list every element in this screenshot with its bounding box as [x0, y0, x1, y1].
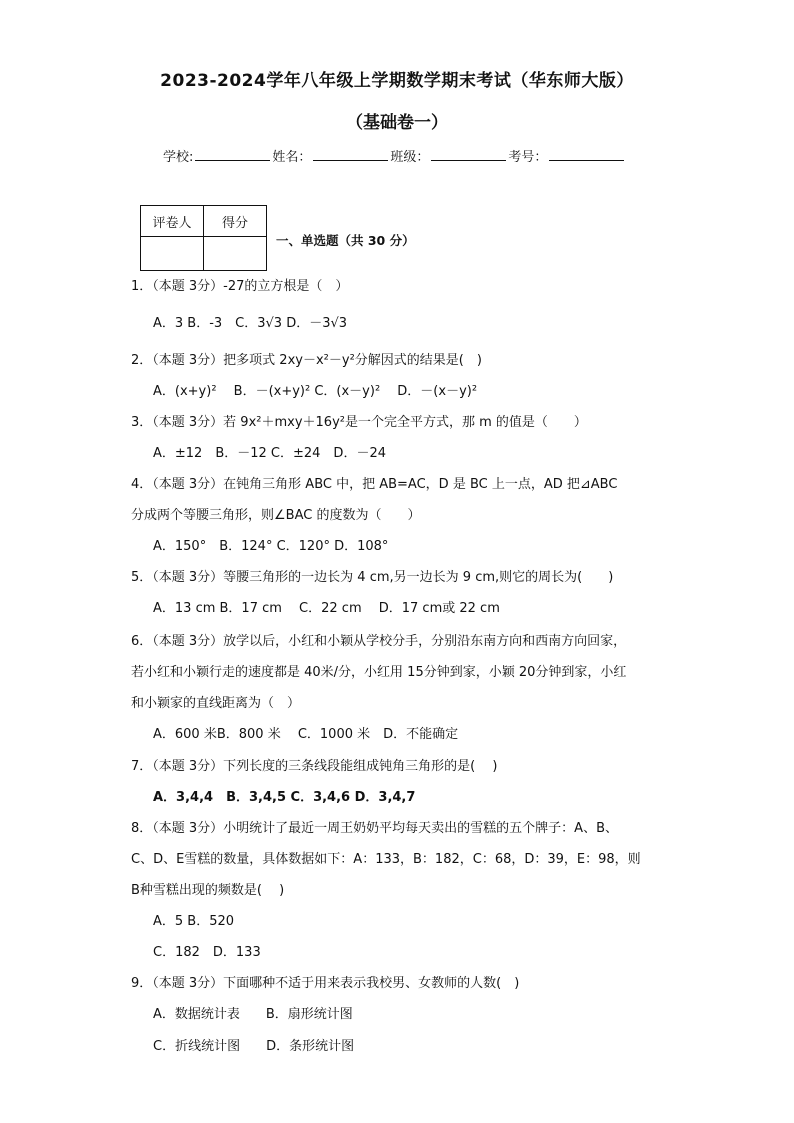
- school-field[interactable]: [195, 148, 270, 161]
- score-table: [140, 205, 267, 271]
- question-5-stem: 5．（本题 3分）等腰三角形的一边长为 4 cm,另一边长为 9 cm,则它的周长为( ): [131, 570, 614, 585]
- question-8-options-row2: C．182 D．133: [153, 945, 261, 960]
- question-6-stem-line2: 若小红和小颖行走的速度都是 40米/分，小红用 15分钟到家，小颖 20分钟到家，小红: [131, 665, 627, 680]
- score-cell[interactable]: [204, 237, 267, 271]
- question-4-stem: 4．（本题 3分）在钝角三角形 ABC 中，把 AB=AC，D 是 BC 上一点，AD 把⊿ABC: [131, 477, 618, 492]
- question-8-stem: 8．（本题 3分）小明统计了最近一周王奶奶平均每天卖出的雪糕的五个牌子：A、B、: [131, 821, 618, 836]
- question-3-options: A．±12 B．－12 C．±24 D．－24: [153, 446, 386, 461]
- question-2-options: A．(x+y)² B．－(x+y)² C．(x－y)² D．－(x－y)²: [153, 384, 478, 399]
- question-8-options-row1: A．5 B．520: [153, 914, 235, 929]
- student-info-line: [163, 146, 626, 165]
- page-subtitle: （基础卷一）: [346, 113, 448, 133]
- question-1-options: A．3 B．-3 C．3√3 D．－3√3: [153, 316, 348, 331]
- question-8-stem-line3: B种雪糕出现的频数是( ): [131, 883, 285, 898]
- question-6-stem: 6．（本题 3分）放学以后，小红和小颖从学校分手，分别沿东南方向和西南方向回家，: [131, 634, 627, 649]
- question-6-options: A．600 米B．800 米 C．1000 米 D．不能确定: [153, 727, 459, 742]
- school-label: 学校:: [163, 150, 194, 165]
- question-4-options: A．150° B．124° C．120° D．108°: [153, 539, 389, 554]
- grader-header: 评卷人: [141, 206, 204, 237]
- question-9-options-row1: A．数据统计表 B．扇形统计图: [153, 1007, 353, 1022]
- section-heading: 一、单选题（共 30 分）: [276, 233, 415, 248]
- page-title: 2023-2024学年八年级上学期数学期末考试（华东师大版）: [160, 71, 634, 91]
- question-6-stem-line3: 和小颖家的直线距离为（ ）: [131, 696, 301, 711]
- question-5-options: A．13 cm B．17 cm C．22 cm D．17 cm或 22 cm: [153, 601, 500, 616]
- question-3-stem: 3．（本题 3分）若 9x²＋mxy＋16y²是一个完全平方式，那 m 的值是（ ）: [131, 415, 587, 430]
- question-7-options: A．3,4,4 B．3,4,5 C．3,4,6 D．3,4,7: [153, 790, 416, 805]
- question-1-stem: 1．（本题 3分）-27的立方根是（ ）: [131, 279, 349, 294]
- question-8-stem-line2: C、D、E雪糕的数量，具体数据如下：A：133，B：182，C：68，D：39，E：98，则: [131, 852, 641, 867]
- name-field[interactable]: [313, 148, 388, 161]
- score-header: 得分: [204, 206, 267, 237]
- question-9-options-row2: C．折线统计图 D．条形统计图: [153, 1039, 355, 1054]
- question-7-stem: 7．（本题 3分）下列长度的三条线段能组成钝角三角形的是( ): [131, 759, 498, 774]
- grader-cell[interactable]: [141, 237, 204, 271]
- exam-number-field[interactable]: [549, 148, 624, 161]
- exam-number-label: 考号：: [508, 150, 548, 165]
- question-9-stem: 9．（本题 3分）下面哪种不适于用来表示我校男、女教师的人数( ): [131, 976, 520, 991]
- class-label: 班级：: [390, 150, 430, 165]
- name-label: 姓名：: [272, 150, 312, 165]
- question-2-stem: 2．（本题 3分）把多项式 2xy－x²－y²分解因式的结果是( ): [131, 353, 482, 368]
- question-4-stem-line2: 分成两个等腰三角形，则∠BAC 的度数为（ ）: [131, 508, 421, 523]
- class-field[interactable]: [431, 148, 506, 161]
